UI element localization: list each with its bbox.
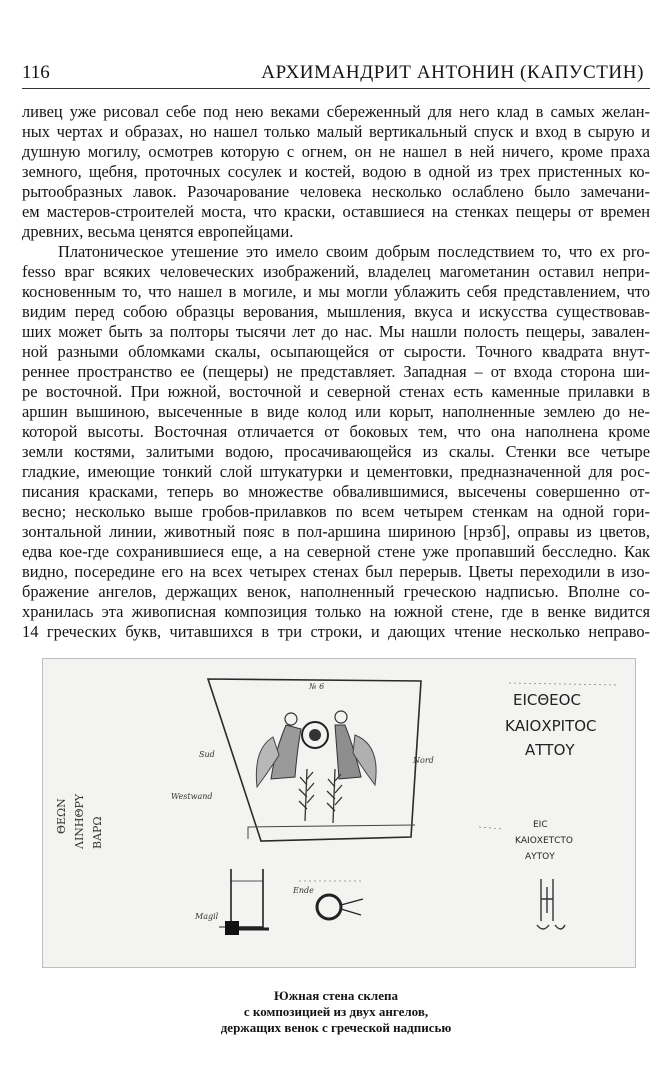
text-line: бражение ангелов, держащих венок, наполненный греческою надписью. Вполне со-	[22, 582, 650, 601]
text-line: земного, щебня, проточных сосулек и костей, водою в одной из трех пристенных ко-	[22, 162, 650, 181]
handwritten-note-line	[479, 827, 503, 829]
label-magil: Magil	[195, 912, 219, 921]
text-line: ем мастеров-строителей моста, что краски, оставшиеся на стенках пещеры от времен	[22, 202, 650, 221]
page-header	[22, 60, 650, 90]
label-bottom: Ende	[293, 886, 314, 895]
label-left: Westwand	[171, 792, 213, 801]
caption-line: с композицией из двух ангелов,	[243, 1004, 429, 1019]
text-line: ной разными обломками скалы, осыпающейся от сырости. Точного квадрата внут-	[22, 342, 650, 361]
text-line: зонтальной линии, животный пояс в пол-аршина шириною [нрзб], оправы из цветов,	[22, 522, 650, 541]
text-line: 14 греческих букв, читавшихся в три строки, и дающих чтение несколько неправо-	[22, 622, 650, 641]
text-line: видим перед собою образцы верования, мышления, вкуса и искусства существовав-	[22, 302, 650, 321]
wreath-center	[309, 729, 321, 741]
monogram	[537, 879, 565, 929]
text-line: ливец уже рисовал себе под нею веками сбереженный для него клад в самых желан-	[22, 102, 650, 121]
text-line: рытообразных лавок. Разочарование человека несколько ослаблено было замечани-	[22, 182, 650, 201]
text-line: едва кое-где сохранившиеся еще, а на северной стене уже пропавший бесследно. Как	[22, 542, 650, 561]
body-text	[22, 102, 650, 642]
greek-line-3: ΑΤΤΟΥ	[525, 741, 575, 759]
text-line: ре восточной. При южной, восточной и северной стенах есть каменные прилавки в	[22, 382, 650, 401]
tomb-wall-sketch	[42, 658, 636, 968]
text-line: хранилась эта живописная композиция только на южной стене, где в венке видится	[22, 602, 650, 621]
text-line: косновенным то, что нашел в могиле, и мы могли ублажить себя представлением, что	[22, 282, 650, 301]
text-line: видно, посередине его на всех четырех стенах был перерыв. Цветы переходили в изо-	[22, 562, 650, 581]
greek-line-1: ΕΙCΘΕΟC	[513, 691, 581, 709]
text-line: ных чертах и образах, но нашел только малый вертикальный спуск и вход в сырую и	[22, 122, 650, 141]
running-title: АРХИМАНДРИТ АНТОНИН (КАПУСТИН)	[261, 62, 644, 83]
vertical-letters-3: ΒΑΡΩ	[91, 816, 104, 849]
caption-line: держащих венок с греческой надписью	[220, 1020, 452, 1035]
plant-stems	[299, 769, 342, 823]
text-line: реннее пространство ее (пещеры) не представляет. Западная – от входа сторона ши-	[22, 362, 650, 381]
vessel-sketch	[317, 895, 363, 919]
handwritten-note-line	[509, 683, 617, 685]
text-line: аршин вышиною, высеченные в виде колод или корыт, наполненные землею до не-	[22, 402, 650, 421]
text-line: весно; несколько выше гробов-прилавков по всем четырем стенкам на одной гори-	[22, 502, 650, 521]
label-top: № 6	[309, 682, 325, 691]
vertical-greek-letters	[55, 793, 104, 850]
caption-line: Южная стена склепа	[274, 988, 398, 1003]
section-diagram	[219, 869, 269, 935]
text-line: ших может быть за полторы тысячи лет до нас. Мы нашли полость пещеры, завален-	[22, 322, 650, 341]
greek-line-2: ΚΑΙΟΧΡΙΤΟC	[505, 717, 597, 735]
page-number: 116	[22, 62, 50, 83]
right-angel	[335, 711, 376, 785]
text-line: писания красками, теперь во множестве обвалившимися, высечены совершенно от-	[22, 482, 650, 501]
text-line: fesso враг всяких человеческих изображений, владелец магометанин оставил непри-	[22, 262, 650, 281]
left-angel	[256, 713, 301, 787]
text-line: Платоническое утешение это имело своим добрым последствием то, что ex pro-	[58, 242, 650, 261]
text-line: древних, весьма ценятся европейцами.	[22, 222, 294, 241]
text-line: земли костями, залитыми водою, просачивающейся из скалы. Стенки все четыре	[22, 442, 650, 461]
header-rule	[22, 88, 650, 89]
label-nord: Nord	[413, 756, 434, 765]
label-sud: Sud	[199, 750, 215, 759]
figure-caption	[0, 988, 672, 1036]
greek-inscription	[505, 691, 597, 862]
text-line: душную могилу, осмотрев которую с огнем, он не нашел в ней ничего, кроме праха	[22, 142, 650, 161]
text-line: гладкие, имеющие тонкий слой штукатурки и цементовки, предназначенной для рос-	[22, 462, 650, 481]
text-line: которой высоты. Восточная отличается от боковых тем, что она наполнена кроме	[22, 422, 650, 441]
wall-outline	[208, 679, 421, 841]
sketch-drawing	[43, 659, 635, 967]
greek-small-line-2: ΚΑΙΟΧΕΤCΤΟ	[515, 836, 574, 846]
vertical-letters-1: ΘΕΩΝ	[55, 798, 68, 834]
vertical-letters-2: ΛΙΝΗΘΡΥ	[73, 793, 86, 849]
greek-small-line-3: ΑΥΤΟΥ	[525, 852, 555, 862]
greek-small-line-1: ΕΙC	[533, 820, 548, 830]
